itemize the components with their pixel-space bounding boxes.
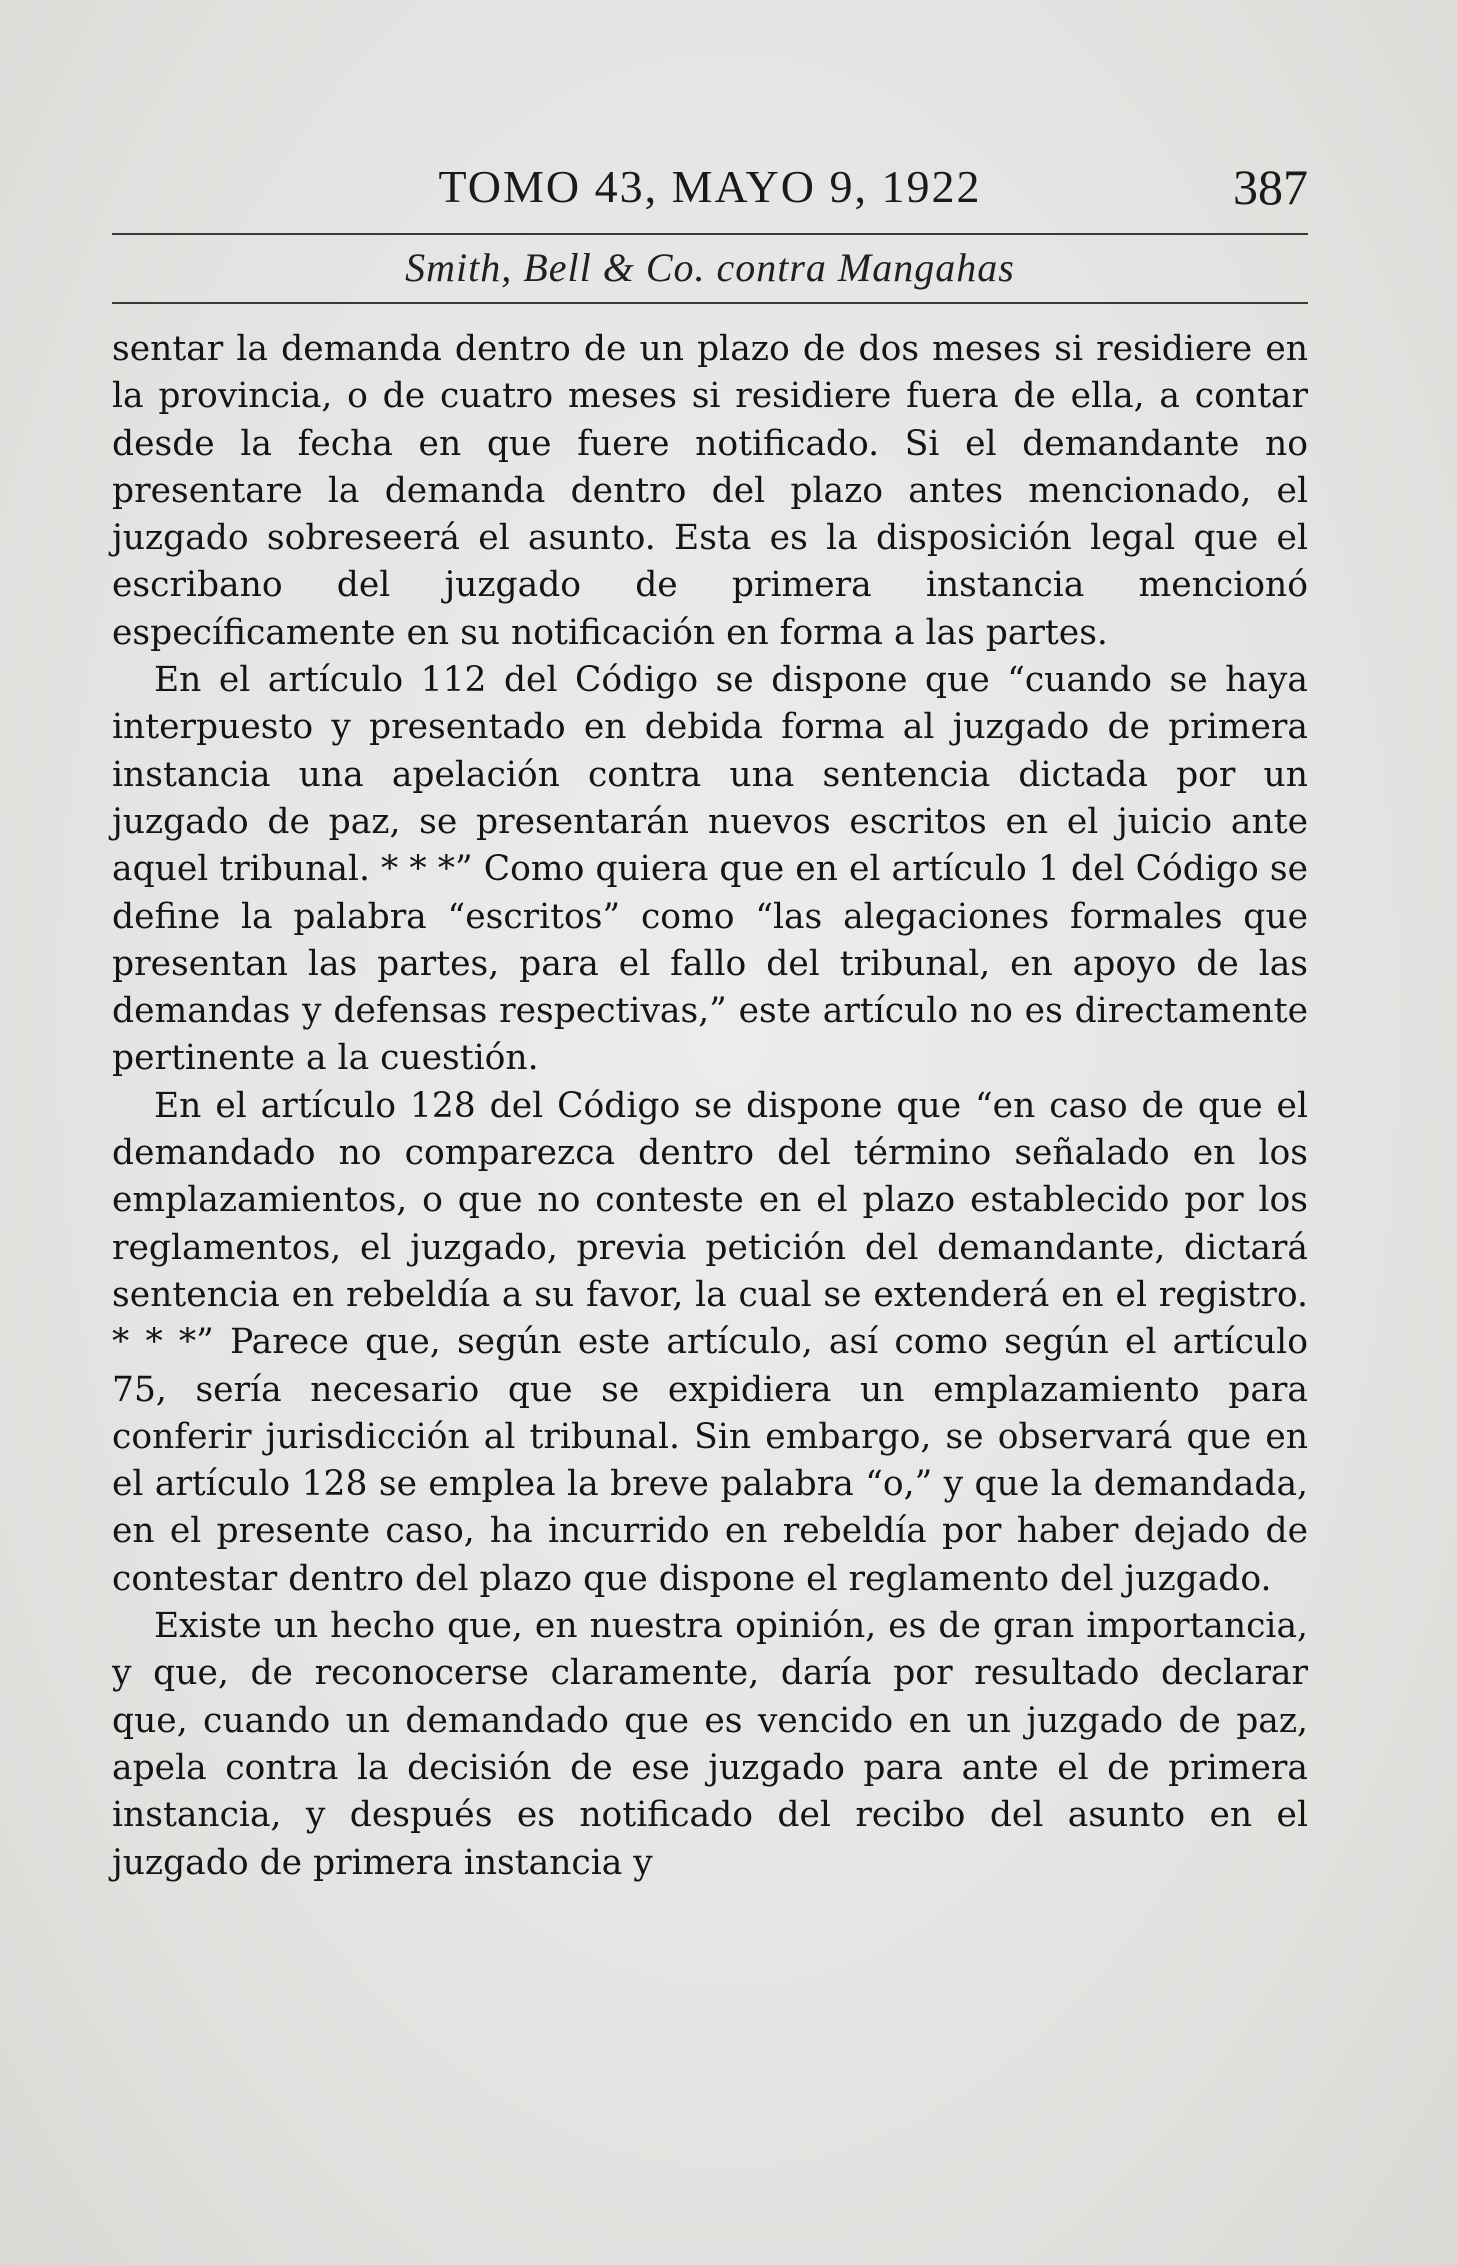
paragraph-important-fact: Existe un hecho que, en nuestra opinión, es de gran importancia, y que, de reconocerse claramente, daría por resultado declarar que, cuando un demandado que es vencido en un juzgado de paz, apela contra la decisión de ese juzgado para ante el de primera instancia, y después es notificado del recibo del asunto en el juzgado de primera instancia y [112, 1606, 1308, 1883]
header-rule-top [112, 233, 1308, 235]
case-title: Smith, Bell & Co. contra Mangahas [405, 245, 1015, 290]
page-number: 387 [1233, 159, 1308, 215]
paragraph-article-112: En el artículo 112 del Código se dispone que “cuando se haya interpuesto y presentado en debida forma al juzgado de primera instancia una apelación contra una sentencia dictada por un juzgado de paz, se presentarán nuevos escritos en el juicio ante aquel tribunal. * * *” Como quiera que en el artículo 1 del Código se define la palabra “escritos” como “las alegaciones formales que presentan las partes, para el fallo del tribunal, en apoyo de las demandas y defensas respectivas,” este artículo no es directamente pertinente a la cuestión. [112, 660, 1308, 1079]
page-header [112, 150, 1308, 230]
header-rule-bottom [112, 302, 1308, 304]
body-text [112, 326, 1308, 1887]
running-head: TOMO 43, MAYO 9, 1922 [438, 161, 982, 212]
paragraph-continued: sentar la demanda dentro de un plazo de dos meses si residiere en la provincia, o de cuatro meses si residiere fuera de ella, a contar desde la fecha en que fuere notificado. Si el demandante no presentare la demanda dentro del plazo antes mencionado, el juzgado sobreseerá el asunto. Esta es la disposición legal que el escribano del juzgado de primera instancia mencionó específicamente en su notificación en forma a las partes. [112, 329, 1308, 653]
paragraph-article-128: En el artículo 128 del Código se dispone que “en caso de que el demandado no comparezca dentro del término señalado en los emplazamientos, o que no conteste en el plazo establecido por los reglamentos, el juzgado, previa petición del demandante, dictará sentencia en rebeldía a su favor, la cual se extenderá en el registro. * * *” Parece que, según este artículo, así como según el artículo 75, sería necesario que se expidiera un emplazamiento para conferir jurisdicción al tribunal. Sin embargo, se observará que en el artículo 128 se emplea la breve palabra “o,” y que la demandada, en el presente caso, ha incurrido en rebeldía por haber dejado de contestar dentro del plazo que dispone el reglamento del juzgado. [112, 1085, 1308, 1599]
